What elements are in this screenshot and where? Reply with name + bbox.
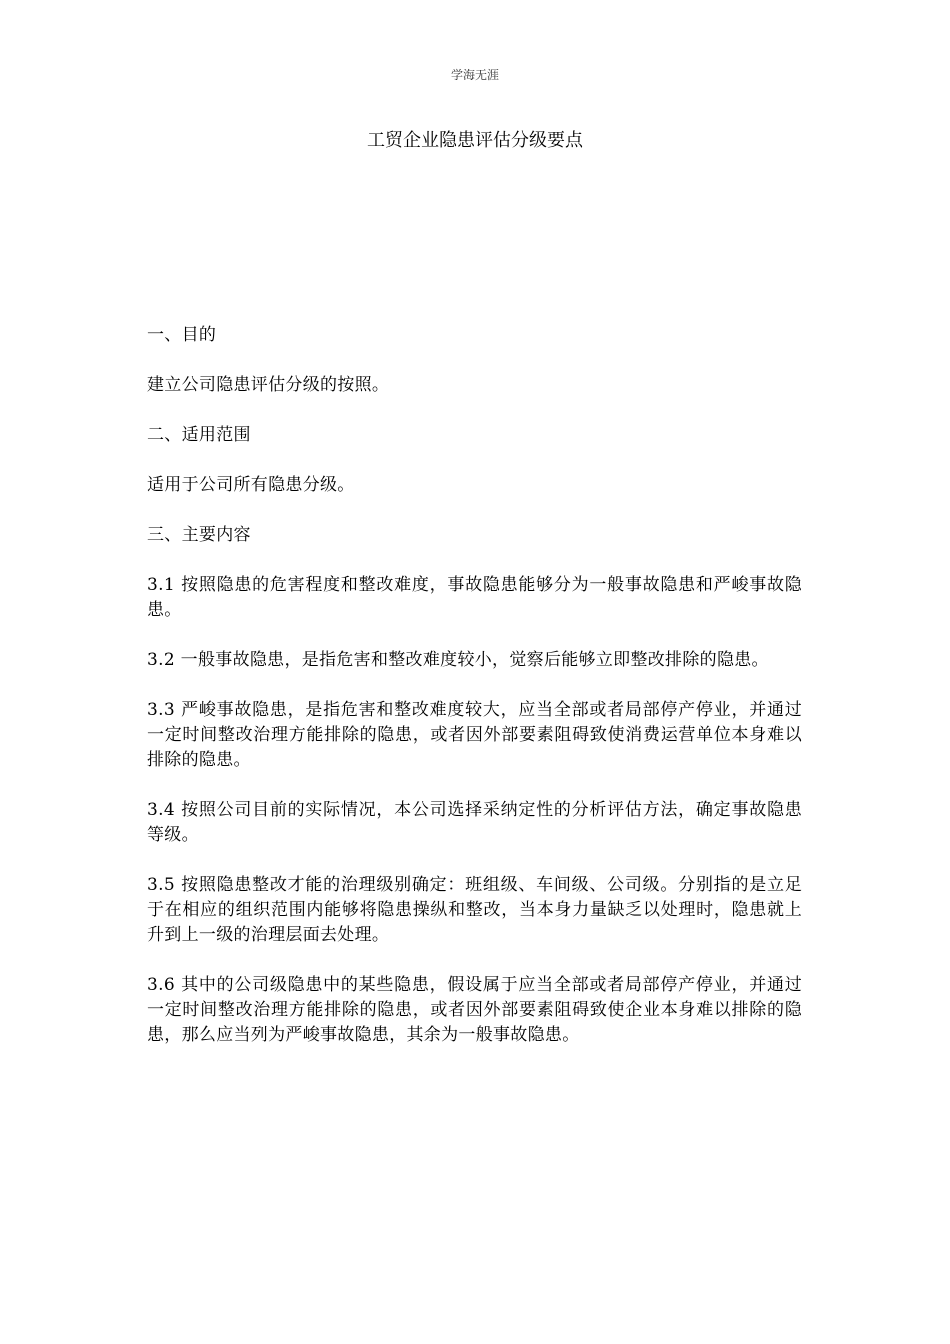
numbered-paragraph-3-2: 3.2 一般事故隐患，是指危害和整改难度较小，觉察后能够立即整改排除的隐患。	[147, 650, 769, 670]
section-heading-content: 三、主要内容	[147, 525, 251, 545]
numbered-paragraph-3-1: 3.1 按照隐患的危害程度和整改难度，事故隐患能够分为一般事故隐患和严峻事故隐患。	[147, 575, 802, 620]
numbered-paragraph-3-3: 3.3 严峻事故隐患，是指危害和整改难度较大，应当全部或者局部停产停业，并通过一定时间整改治理方能排除的隐患，或者因外部要素阻碍致使消费运营单位本身难以排除的隐患。	[147, 700, 802, 770]
numbered-paragraph-3-5: 3.5 按照隐患整改才能的治理级别确定：班组级、车间级、公司级。分别指的是立足于在相应的组织范围内能够将隐患操纵和整改，当本身力量缺乏以处理时，隐患就上升到上一级的治理层面去处理。	[147, 875, 802, 945]
scope-paragraph: 适用于公司所有隐患分级。	[147, 475, 355, 495]
document-body	[147, 323, 802, 1073]
section-heading-scope: 二、适用范围	[147, 425, 251, 445]
section-heading-purpose: 一、目的	[147, 325, 217, 345]
purpose-paragraph: 建立公司隐患评估分级的按照。	[147, 375, 390, 395]
page-header: 学海无涯	[450, 68, 499, 82]
document-title: 工贸企业隐患评估分级要点	[367, 130, 583, 151]
numbered-paragraph-3-4: 3.4 按照公司目前的实际情况，本公司选择采纳定性的分析评估方法，确定事故隐患等级。	[147, 800, 802, 845]
numbered-paragraph-3-6: 3.6 其中的公司级隐患中的某些隐患，假设属于应当全部或者局部停产停业，并通过一定时间整改治理方能排除的隐患，或者因外部要素阻碍致使企业本身难以排除的隐患，那么应当列为严峻事故隐患，其余为一般事故隐患。	[147, 975, 802, 1045]
